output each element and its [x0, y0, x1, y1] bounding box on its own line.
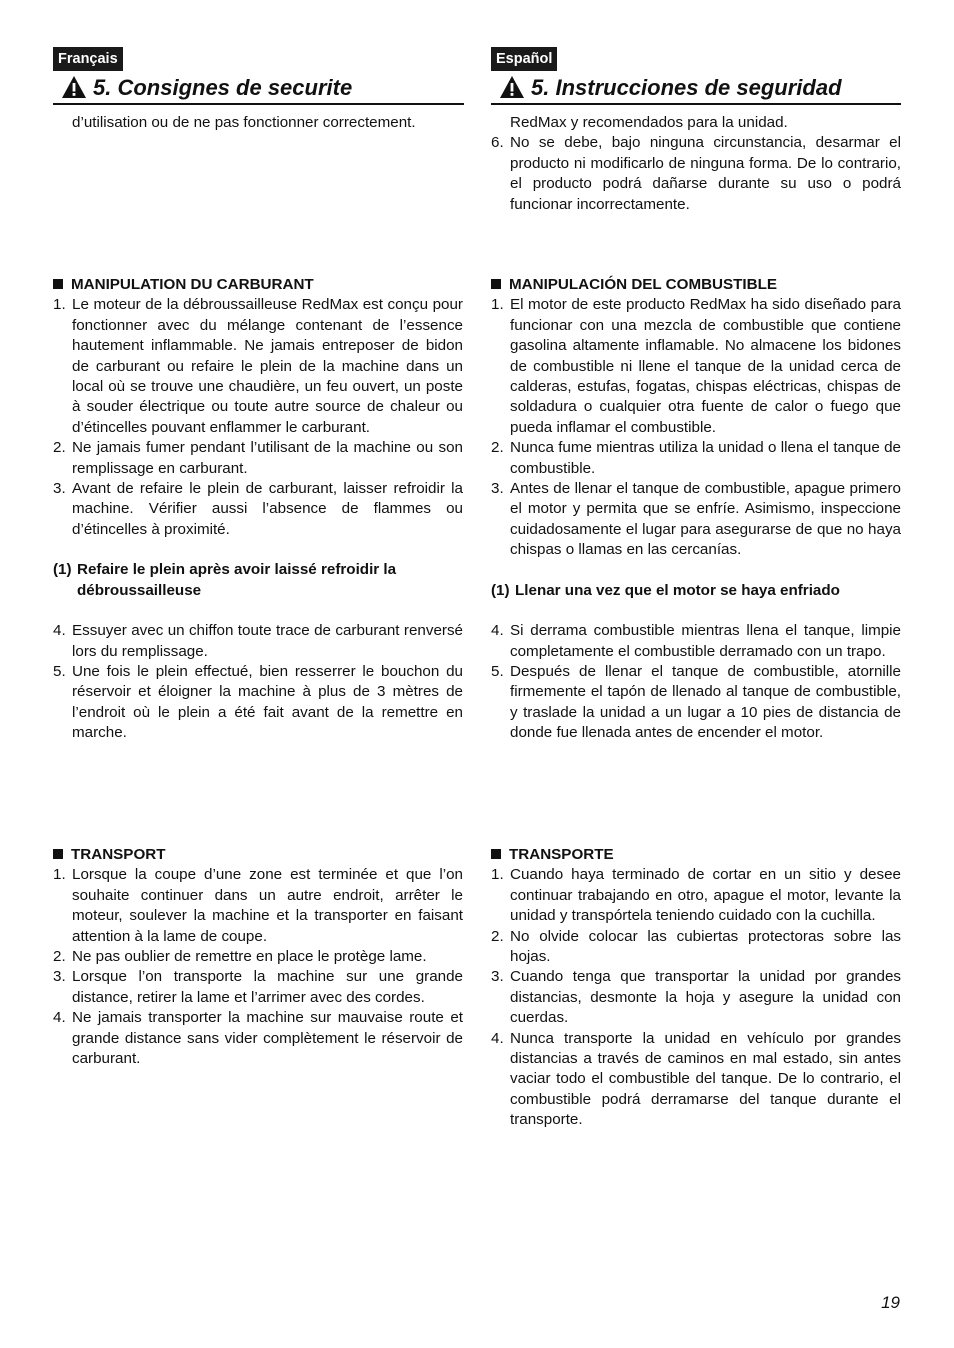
section-heading-text: MANIPULATION DU CARBURANT — [71, 276, 314, 293]
es-fuel-list — [491, 295, 901, 560]
subheading-text: Llenar una vez que el motor se haya enfriado — [515, 581, 840, 599]
black-square-bullet-icon — [53, 279, 63, 289]
list-item-number: 2. — [491, 927, 504, 945]
list-item — [53, 865, 463, 947]
es-fuel-list-2 — [491, 621, 901, 743]
list-item-text: Nunca fume mientras utiliza la unidad o llena el tanque de combustible. — [510, 439, 901, 477]
list-item — [53, 295, 463, 438]
list-item-text: Le moteur de la débroussailleuse RedMax est conçu pour fonctionner avec du mélange contenant de l’essence hautement inflammable. Ne jamais entreposer de bidon de carburant ou refaire le plein de la machine dans un local où se trouve une chaudière, un feu ouvert, un poste à souder électrique ou toute autre source de chaleur ou d’étincelles pouvant enflammer le carburant. — [72, 296, 463, 436]
fr-fuel-section — [53, 275, 463, 744]
list-item-text: Ne pas oublier de remettre en place le protège lame. — [72, 948, 427, 966]
subheading — [491, 581, 901, 601]
list-item — [53, 621, 463, 662]
list-item-text: Cuando tenga que transportar la unidad por grandes distancias, desmonte la hoja y asegure la unidad con cuerdas. — [510, 968, 901, 1027]
section-heading — [491, 275, 901, 295]
list-item-number: 3. — [491, 968, 504, 986]
section-heading — [491, 845, 901, 865]
fr-transport-list — [53, 865, 463, 1069]
list-item-text: Nunca transporte la unidad en vehículo por grandes distancias a través de caminos en mal estado, sin antes vaciar todo el combustible del tanque. De lo contrario, el combustible podrá derramarse del tanque durante el transporte. — [510, 1029, 901, 1129]
es-transport-section — [491, 845, 901, 1131]
list-item-number: 2. — [53, 439, 66, 457]
subheading-text: Refaire le plein après avoir laissé refroidir la débroussailleuse — [77, 561, 397, 599]
es-top-list — [491, 133, 901, 215]
es-top-text: RedMax y recomendados para la unidad. — [510, 114, 788, 131]
fr-transport-section — [53, 845, 463, 1069]
page-number: 19 — [881, 1293, 900, 1312]
es-transport-list — [491, 865, 901, 1130]
language-tab-es: Español — [491, 47, 557, 71]
list-item — [491, 295, 901, 438]
fr-top-block — [53, 113, 463, 133]
list-item-text: Antes de llenar el tanque de combustible, apague primero el motor y permita que se enfríe. Asimismo, inspeccione cuidadosamente el lugar para asegurarse de que no haya chispas o llamas en las cercanías. — [510, 480, 901, 559]
list-item-number: 4. — [53, 622, 66, 640]
list-item-number: 3. — [53, 480, 66, 498]
list-item-number: 1. — [53, 296, 66, 314]
section-heading-text: TRANSPORT — [71, 846, 166, 863]
list-item-number: 5. — [53, 662, 66, 680]
title-rule-fr — [53, 103, 464, 105]
list-item-text: Lorsque l’on transporte la machine sur une grande distance, retirer la lame et l’arrimer avec des cordes. — [72, 968, 463, 1006]
section-heading-text: TRANSPORTE — [509, 846, 614, 863]
black-square-bullet-icon — [53, 849, 63, 859]
list-item — [53, 662, 463, 744]
black-square-bullet-icon — [491, 849, 501, 859]
section-heading-text: MANIPULACIÓN DEL COMBUSTIBLE — [509, 276, 778, 293]
section-title-es-text: 5. Instrucciones de seguridad — [531, 75, 842, 100]
list-item — [53, 967, 463, 1008]
list-item — [491, 662, 901, 744]
warning-triangle-icon — [499, 75, 525, 99]
list-item-text: Después de llenar el tanque de combustible, atornille firmemente el tapón de llenado al tanque de combustible, y traslade la unidad a un lugar a 10 pies de distancia de donde fue llenada antes de encender el motor. — [510, 662, 901, 742]
list-item-text: Essuyer avec un chiffon toute trace de carburant renversé lors du remplissage. — [72, 622, 463, 660]
list-item — [53, 479, 463, 540]
list-item-text: Une fois le plein effectué, bien resserrer le bouchon du réservoir et éloigner la machine à plus de 3 mètres de l’endroit où le plein a été fait avant de la remettre en marche. — [72, 662, 463, 742]
list-item — [491, 438, 901, 479]
section-title-fr-text: 5. Consignes de securite — [93, 75, 353, 100]
list-item — [491, 479, 901, 561]
list-item-number: 4. — [491, 622, 504, 640]
list-item-number: 1. — [53, 866, 66, 884]
list-item-text: No se debe, bajo ninguna circunstancia, desarmar el producto ni modificarlo de ninguna forma. De lo contrario, el producto podrá dañarse durante su uso o podrá funcionar incorrectamente. — [510, 134, 901, 213]
list-item — [491, 865, 901, 926]
black-square-bullet-icon — [491, 279, 501, 289]
list-item-number: 4. — [53, 1009, 66, 1027]
es-fuel-section — [491, 275, 901, 744]
list-item-text: Cuando haya terminado de cortar en un sitio y desee continuar trabajando en otro, apague el motor, levante la unidad y transpórtela teniendo cuidado con la cuchilla. — [510, 866, 901, 925]
list-item-number: 1. — [491, 866, 504, 884]
section-heading — [53, 275, 463, 295]
list-item-number: 2. — [53, 948, 66, 966]
subheading — [53, 560, 463, 601]
language-tab-fr: Français — [53, 47, 123, 71]
list-item-number: 3. — [53, 968, 66, 986]
fr-top-text: d’utilisation ou de ne pas fonctionner correctement. — [72, 114, 416, 131]
list-item-number: 6. — [491, 134, 504, 152]
list-item-number: 5. — [491, 662, 504, 680]
list-item — [53, 438, 463, 479]
list-item — [491, 967, 901, 1028]
list-item-text: Ne jamais transporter la machine sur mauvaise route et grande distance sans vider complètement le réservoir de carburant. — [72, 1009, 463, 1068]
list-item-number: 3. — [491, 480, 504, 498]
list-item — [53, 1008, 463, 1069]
list-item-text: Si derrama combustible mientras llena el tanque, limpie completamente el combustible derramado con un trapo. — [510, 622, 901, 660]
list-item-number: 2. — [491, 439, 504, 457]
list-item — [53, 947, 463, 967]
fr-fuel-list-2 — [53, 621, 463, 743]
list-item-number: 1. — [491, 296, 504, 314]
subheading-number: (1) — [53, 561, 72, 579]
warning-triangle-icon — [61, 75, 87, 99]
list-item-text: El motor de este producto RedMax ha sido diseñado para funcionar con una mezcla de combustible que contiene gasolina altamente inflamable. No almacene los bidones de combustible ni llene el tanque de la unidad cerca de calderas, estufas, fogatas, chispas eléctricas, chispas de soldadura o cualquier otra fuente de calor o fuego que pueda inflamar el combustible. — [510, 296, 901, 436]
es-top-block — [491, 113, 901, 215]
list-item-number: 4. — [491, 1029, 504, 1047]
title-rule-es — [491, 103, 901, 105]
section-title-es — [491, 74, 901, 104]
list-item-text: Ne jamais fumer pendant l’utilisant de la machine ou son remplissage en carburant. — [72, 439, 463, 477]
list-item — [491, 927, 901, 968]
list-item-text: Avant de refaire le plein de carburant, laisser refroidir la machine. Vérifier aussi l’absence de flammes ou d’étincelles à proximité. — [72, 480, 463, 538]
list-item-text: No olvide colocar las cubiertas protectoras sobre las hojas. — [510, 927, 901, 966]
list-item — [491, 133, 901, 215]
subheading-number: (1) — [491, 581, 510, 599]
list-item — [491, 621, 901, 662]
list-item — [491, 1029, 901, 1131]
section-title-fr — [53, 74, 463, 104]
list-item-text: Lorsque la coupe d’une zone est terminée et que l’on souhaite continuer dans un autre endroit, arrêter le moteur, soulever la machine et la transporter en faisant attention à la lame de coupe. — [72, 866, 463, 945]
section-heading — [53, 845, 463, 865]
fr-fuel-list — [53, 295, 463, 540]
